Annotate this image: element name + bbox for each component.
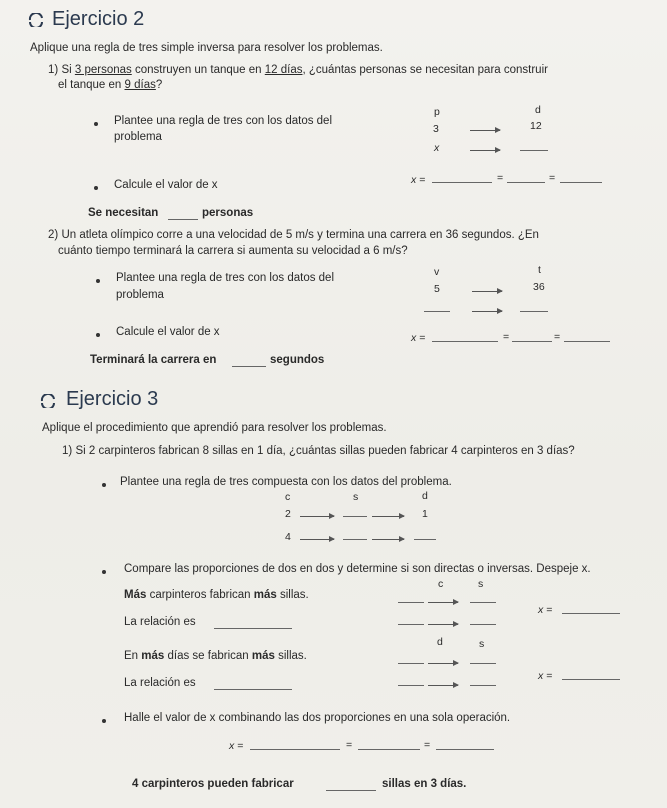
ej2-p2-val-36: 36 — [533, 281, 545, 293]
ej2-p1-bullet1-cont: problema — [114, 131, 162, 143]
ej2-p1-val-3: 3 — [433, 123, 439, 135]
ej3-p1-statement: 1) Si 2 carpinteros fabrican 8 sillas en 1 día, ¿cuántas sillas pueden fabricar 4 carpinteros en 3 días? — [62, 445, 575, 457]
ej2-p1-xeq: x = — [411, 174, 426, 186]
answer-blank[interactable] — [507, 182, 545, 183]
ej3-xeq1: x = — [538, 604, 553, 616]
ej3-col-c: c — [285, 491, 291, 503]
ej3-rel1-label: La relación es — [124, 616, 196, 628]
ej2-p1-col-p: p — [434, 106, 440, 118]
ej3-r1-c: 2 — [285, 508, 291, 520]
ej3-cmp1-col-s: s — [478, 578, 484, 590]
answer-blank[interactable] — [564, 341, 610, 342]
bullet — [102, 483, 106, 487]
ej3-xeq2: x = — [538, 670, 553, 682]
ej3-cmp2-col-s: s — [479, 638, 485, 650]
ej3-col-s: s — [353, 491, 359, 503]
ej3-r2-c: 4 — [285, 531, 291, 543]
equals: = — [554, 331, 561, 343]
ratio-arrow — [372, 539, 404, 540]
ratio-arrow — [300, 539, 334, 540]
answer-blank[interactable] — [432, 341, 498, 342]
ej3-col-d: d — [422, 490, 428, 502]
ratio-arrow — [428, 624, 458, 625]
ratio-arrow — [300, 516, 334, 517]
ej3-xeq3: x = — [229, 740, 244, 752]
ej3-cmp1-col-c: c — [438, 578, 444, 590]
answer-blank[interactable] — [398, 624, 424, 625]
relation-blank[interactable] — [214, 628, 292, 629]
answer-blank[interactable] — [520, 311, 548, 312]
equals: = — [424, 739, 431, 751]
ej3-p1-bullet1: Plantee una regla de tres compuesta con los datos del problema. — [120, 476, 452, 488]
ej2-p2-result-a: Terminará la carrera en — [90, 354, 217, 366]
ej3-cmp2-text: En más días se fabrican más sillas. — [124, 650, 307, 662]
ej3-result-a: 4 carpinteros pueden fabricar — [132, 778, 294, 790]
equals: = — [549, 172, 556, 184]
ej2-p1-bullet1: Plantee una regla de tres con los datos del — [114, 115, 333, 127]
ratio-arrow — [372, 516, 404, 517]
ratio-arrow — [472, 311, 502, 312]
ej3-r1-d: 1 — [422, 508, 428, 520]
answer-blank[interactable] — [562, 679, 620, 680]
ej2-p1-val-12: 12 — [530, 120, 542, 132]
ej2-p2-result-b: segundos — [270, 354, 325, 366]
ejercicio-2-title: Ejercicio 2 — [52, 8, 145, 30]
ej2-p2-bullet1-cont: problema — [116, 289, 164, 301]
answer-blank[interactable] — [512, 341, 552, 342]
ej3-p1-bullet2: Compare las proporciones de dos en dos y determine si son directas o inversas. Despeje x. — [124, 563, 591, 575]
circle-arrow-icon — [26, 13, 46, 27]
answer-blank[interactable] — [343, 539, 367, 540]
answer-blank[interactable] — [326, 790, 376, 791]
equals: = — [346, 739, 353, 751]
answer-blank[interactable] — [470, 685, 496, 686]
ej2-p2-val-5: 5 — [434, 283, 440, 295]
ej2-p1-statement-line2: el tanque en 9 días? — [58, 79, 163, 91]
ej2-p2-bullet2: Calcule el valor de x — [116, 326, 220, 338]
ej3-rel2-label: La relación es — [124, 677, 196, 689]
answer-blank[interactable] — [343, 516, 367, 517]
answer-blank[interactable] — [250, 749, 340, 750]
answer-blank[interactable] — [470, 602, 496, 603]
relation-blank[interactable] — [214, 689, 292, 690]
ej2-p2-xeq: x = — [411, 332, 426, 344]
answer-blank[interactable] — [432, 182, 492, 183]
ratio-arrow — [428, 602, 458, 603]
ej2-p2-col-v: v — [434, 266, 440, 278]
ratio-arrow — [428, 685, 458, 686]
answer-blank[interactable] — [562, 613, 620, 614]
bullet — [102, 570, 106, 574]
equals: = — [503, 331, 510, 343]
answer-blank[interactable] — [470, 624, 496, 625]
ratio-arrow — [470, 150, 500, 151]
ratio-arrow — [472, 291, 502, 292]
answer-blank[interactable] — [168, 219, 198, 220]
bullet — [96, 279, 100, 283]
bullet — [94, 186, 98, 190]
ej2-p1-result-a: Se necesitan — [88, 207, 159, 219]
answer-blank[interactable] — [398, 602, 424, 603]
bullet — [94, 122, 98, 126]
ej3-result-b: sillas en 3 días. — [382, 778, 467, 790]
ej2-p1-col-d: d — [535, 104, 541, 116]
ej3-cmp1-text: Más carpinteros fabrican más sillas. — [124, 589, 309, 601]
answer-blank[interactable] — [398, 685, 424, 686]
equals: = — [497, 172, 504, 184]
ej2-p1-statement: 1) Si 3 personas construyen un tanque en 12 días, ¿cuántas personas se necesitan para construir — [48, 64, 548, 76]
ratio-arrow — [470, 130, 500, 131]
answer-blank[interactable] — [424, 311, 450, 312]
ejercicio-3-title: Ejercicio 3 — [66, 388, 159, 410]
answer-blank[interactable] — [358, 749, 420, 750]
ej2-p1-result-b: personas — [202, 207, 254, 219]
ej3-cmp2-col-d: d — [437, 636, 443, 648]
ej3-p1-bullet3: Halle el valor de x combinando las dos proporciones en una sola operación. — [124, 712, 511, 724]
bullet — [102, 719, 106, 723]
ej2-p2-statement-line2: cuánto tiempo terminará la carrera si aumenta su velocidad a 6 m/s? — [58, 245, 408, 257]
answer-blank[interactable] — [470, 663, 496, 664]
answer-blank[interactable] — [520, 150, 548, 151]
ej2-p1-x: x — [434, 142, 440, 154]
answer-blank[interactable] — [436, 749, 494, 750]
ej2-p2-statement: 2) Un atleta olímpico corre a una velocidad de 5 m/s y termina una carrera en 36 segundos. ¿En — [48, 229, 539, 241]
answer-blank[interactable] — [414, 539, 436, 540]
ej3-intro: Aplique el procedimiento que aprendió para resolver los problemas. — [42, 422, 387, 434]
ratio-arrow — [428, 663, 458, 664]
circle-arrow-icon — [38, 394, 58, 408]
answer-blank[interactable] — [398, 663, 424, 664]
bullet — [96, 333, 100, 337]
answer-blank[interactable] — [560, 182, 602, 183]
ej2-p2-bullet1: Plantee una regla de tres con los datos del — [116, 272, 335, 284]
ej2-intro: Aplique una regla de tres simple inversa para resolver los problemas. — [30, 42, 383, 54]
answer-blank[interactable] — [232, 366, 266, 367]
ej2-p2-col-t: t — [538, 264, 541, 276]
ej2-p1-bullet2: Calcule el valor de x — [114, 179, 218, 191]
